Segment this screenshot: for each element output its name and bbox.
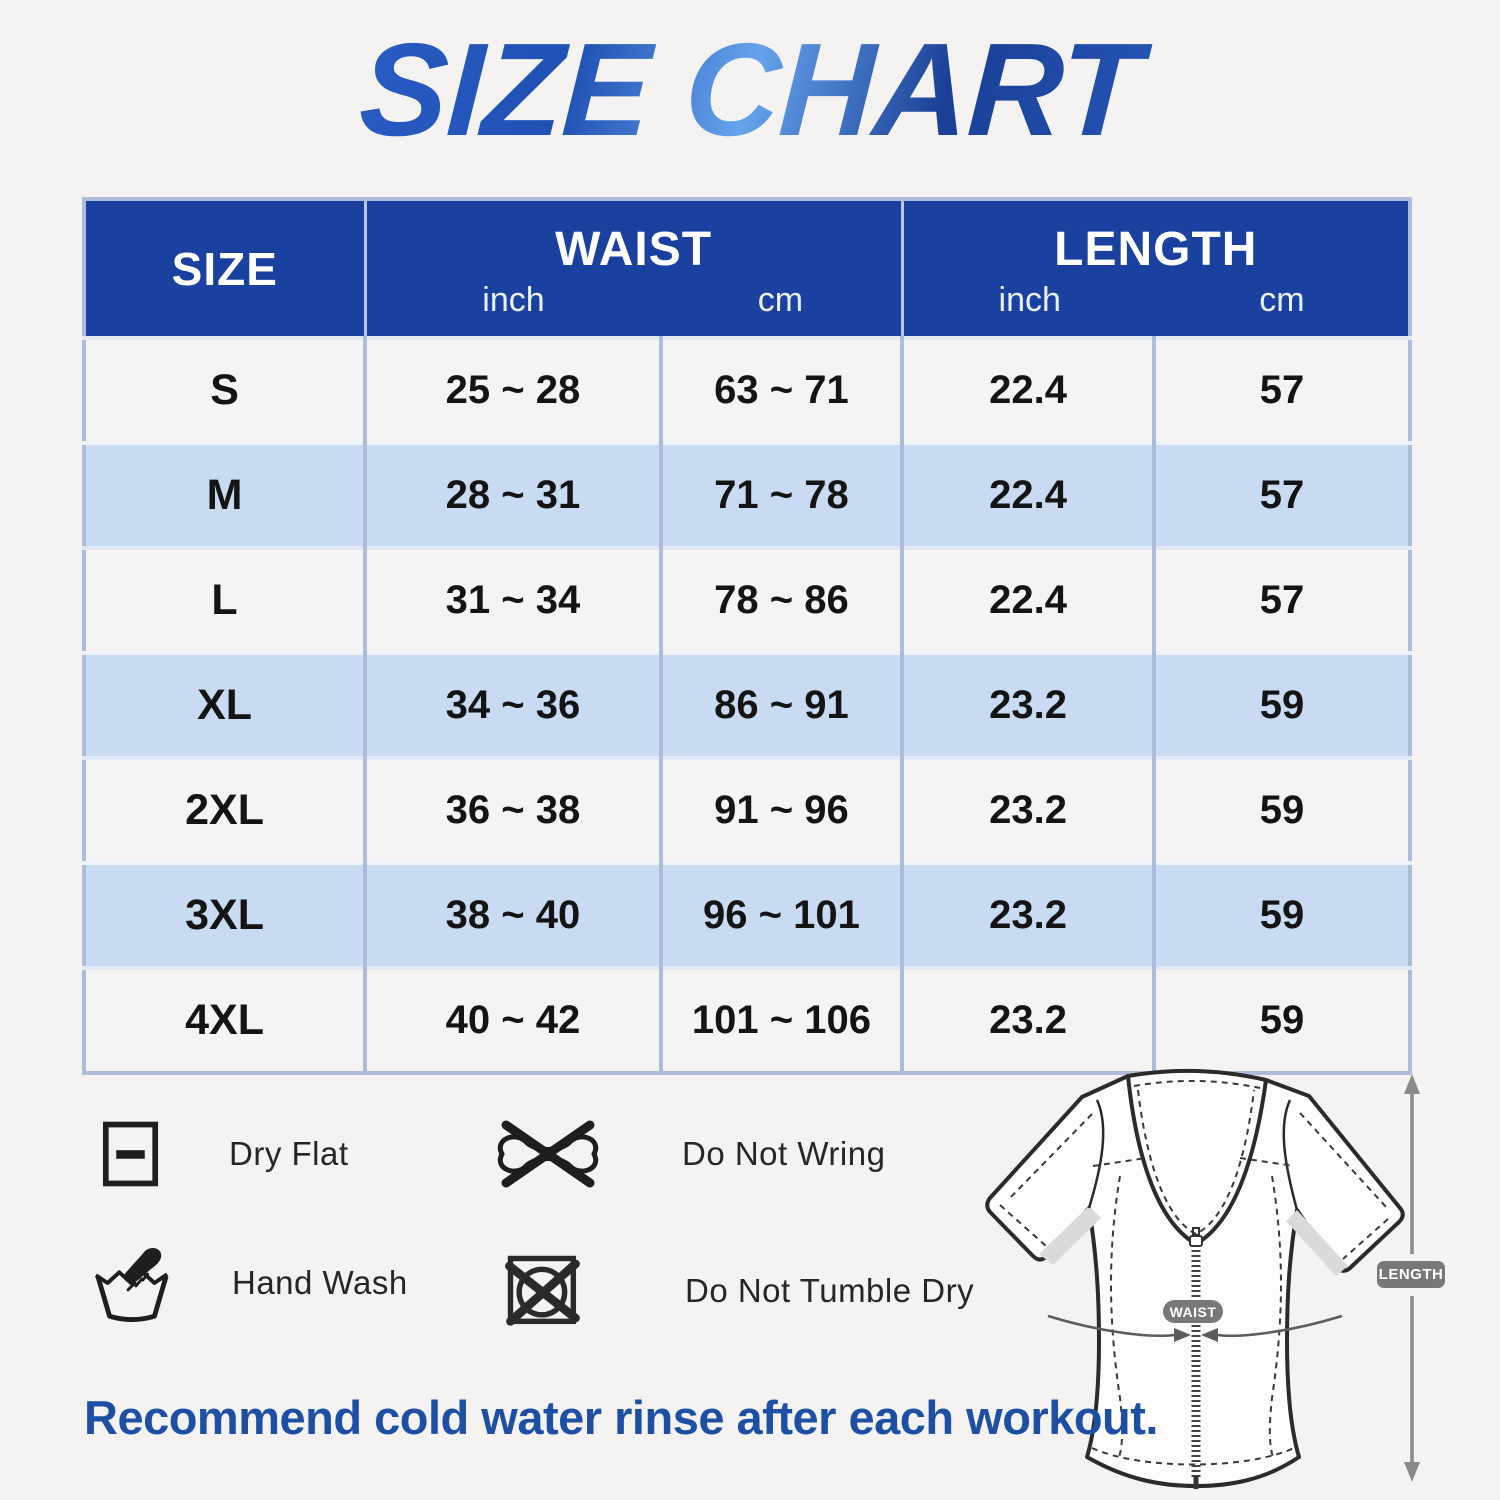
- cell-size: M: [84, 443, 365, 548]
- page-title: SIZE CHART: [0, 14, 1500, 165]
- cell-waist-inch: 25 ~ 28: [365, 338, 661, 443]
- cell-length-cm: 59: [1154, 863, 1410, 968]
- cell-waist-inch: 36 ~ 38: [365, 758, 661, 863]
- column-header-length-group: [902, 199, 1410, 338]
- table-row-3xl: [84, 863, 1410, 968]
- cell-waist-inch: 31 ~ 34: [365, 548, 661, 653]
- cell-length-cm: 57: [1154, 338, 1410, 443]
- cell-length-cm: 59: [1154, 653, 1410, 758]
- cell-length-inch: 22.4: [902, 548, 1154, 653]
- care-item-hand-wash: [92, 1240, 408, 1326]
- size-table-header: [84, 199, 1410, 338]
- table-row-xl: [84, 653, 1410, 758]
- care-label: Do Not Tumble Dry: [685, 1272, 975, 1309]
- dry-flat-icon: [102, 1119, 159, 1189]
- cell-length-inch: 23.2: [902, 863, 1154, 968]
- care-label: Do Not Wring: [682, 1135, 886, 1172]
- cell-size: L: [84, 548, 365, 653]
- column-header-length: LENGTH: [1054, 222, 1258, 276]
- cell-length-inch: 22.4: [902, 338, 1154, 443]
- cell-length-inch: 23.2: [902, 653, 1154, 758]
- unit-waist-inch: inch: [482, 280, 545, 319]
- table-row-m: [84, 443, 1410, 548]
- cell-waist-cm: 71 ~ 78: [661, 443, 902, 548]
- cell-waist-inch: 40 ~ 42: [365, 968, 661, 1073]
- cell-length-cm: 59: [1154, 758, 1410, 863]
- cell-length-inch: 23.2: [902, 968, 1154, 1073]
- table-row-l: [84, 548, 1410, 653]
- do-not-wring-icon: [492, 1117, 604, 1191]
- cell-waist-cm: 91 ~ 96: [661, 758, 902, 863]
- unit-waist-cm: cm: [757, 280, 804, 319]
- cell-waist-cm: 63 ~ 71: [661, 338, 902, 443]
- care-item-dry-flat: [102, 1116, 349, 1192]
- cell-size: 2XL: [84, 758, 365, 863]
- cell-length-inch: 23.2: [902, 758, 1154, 863]
- cell-size: 3XL: [84, 863, 365, 968]
- cell-length-cm: 57: [1154, 548, 1410, 653]
- cell-size: S: [84, 338, 365, 443]
- waist-measure-badge: WAIST: [1163, 1300, 1223, 1323]
- column-header-waist-group: [365, 199, 902, 338]
- care-item-do-not-tumble-dry: [504, 1250, 974, 1332]
- unit-length-inch: inch: [998, 280, 1061, 319]
- cell-length-cm: 57: [1154, 443, 1410, 548]
- cell-waist-inch: 34 ~ 36: [365, 653, 661, 758]
- cell-waist-cm: 78 ~ 86: [661, 548, 902, 653]
- cell-length-cm: 59: [1154, 968, 1410, 1073]
- unit-length-cm: cm: [1259, 280, 1305, 319]
- do-not-tumble-dry-icon: [504, 1252, 582, 1330]
- size-table: [82, 197, 1412, 1075]
- length-measure-badge: LENGTH: [1377, 1261, 1445, 1288]
- cell-size: 4XL: [84, 968, 365, 1073]
- care-label: Dry Flat: [229, 1135, 349, 1172]
- column-header-size: SIZE: [84, 199, 365, 338]
- table-row-s: [84, 338, 1410, 443]
- care-label: Hand Wash: [232, 1264, 408, 1301]
- footer-note: Recommend cold water rinse after each workout.: [84, 1391, 1158, 1444]
- hand-wash-icon: [92, 1241, 172, 1325]
- table-row-2xl: [84, 758, 1410, 863]
- cell-waist-inch: 28 ~ 31: [365, 443, 661, 548]
- cell-waist-cm: 101 ~ 106: [661, 968, 902, 1073]
- cell-size: XL: [84, 653, 365, 758]
- cell-waist-cm: 86 ~ 91: [661, 653, 902, 758]
- cell-length-inch: 22.4: [902, 443, 1154, 548]
- cell-waist-cm: 96 ~ 101: [661, 863, 902, 968]
- cell-waist-inch: 38 ~ 40: [365, 863, 661, 968]
- column-header-waist: WAIST: [555, 222, 713, 276]
- care-item-do-not-wring: [492, 1116, 885, 1192]
